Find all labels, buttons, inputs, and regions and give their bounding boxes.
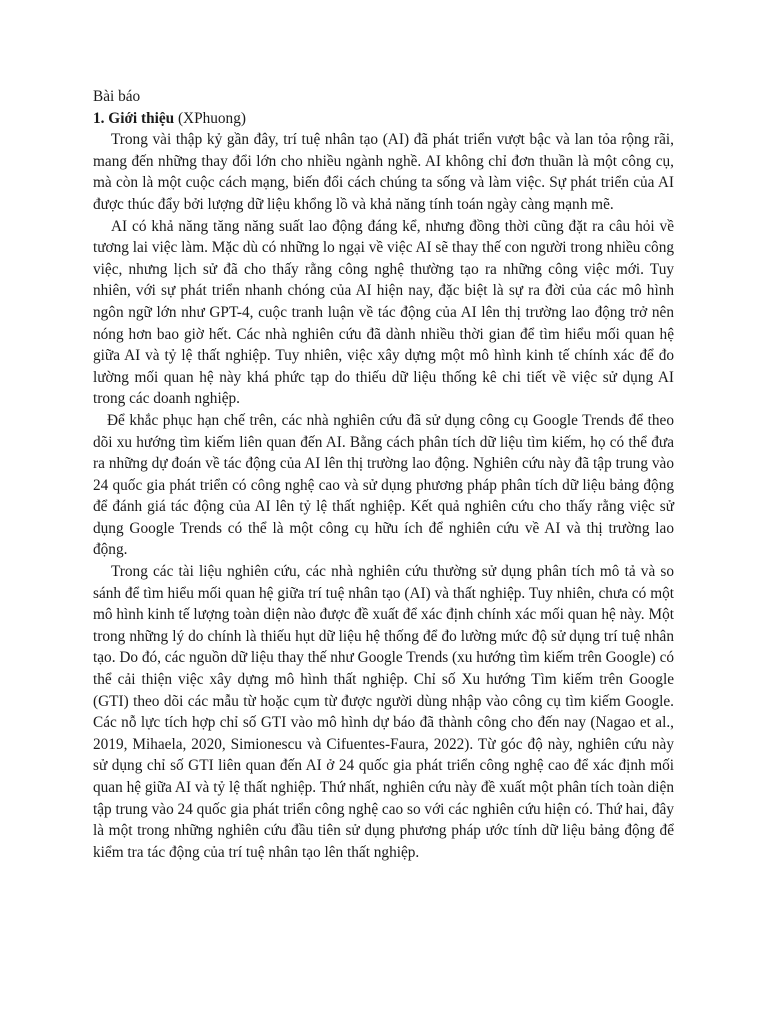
section-title: 1. Giới thiệu — [93, 109, 175, 127]
paragraph: AI có khả năng tăng năng suất lao động đáng kể, nhưng đồng thời cũng đặt ra câu hỏi về tương lai việc làm. Mặc dù có những lo ngại về việc AI sẽ thay thế con người trong nhiều công việc, nhưng lịch sử đã cho thấy rằng công nghệ thường tạo ra những công việc mới. Tuy nhiên, với sự phát triển nhanh chóng của AI hiện nay, đặc biệt là sự ra đời của các mô hình ngôn ngữ lớn như GPT-4, cuộc tranh luận về tác động của AI lên thị trường lao động trở nên nóng hơn bao giờ hết. Các nhà nghiên cứu đã dành nhiều thời gian để tìm hiểu mối quan hệ giữa AI và tỷ lệ thất nghiệp. Tuy nhiên, việc xây dựng một mô hình kinh tế chính xác để đo lường mối quan hệ này khá phức tạp do thiếu dữ liệu thống kê chi tiết về việc sử dụng AI trong các doanh nghiệp. — [93, 217, 674, 408]
section-author-note: (XPhuong) — [174, 109, 246, 127]
section-heading — [93, 108, 674, 130]
document-type-label: Bài báo — [93, 88, 141, 105]
paragraph: Trong vài thập kỷ gần đây, trí tuệ nhân tạo (AI) đã phát triển vượt bậc và lan tỏa rộng rãi, mang đến những thay đổi lớn cho nhiều ngành nghề. AI không chỉ đơn thuần là một công cụ, mà còn là một cuộc cách mạng, biến đổi cách chúng ta sống và làm việc. Sự phát triển của AI được thúc đẩy bởi lượng dữ liệu khổng lồ và khả năng tính toán ngày càng mạnh mẽ. — [93, 131, 674, 213]
document-page — [93, 86, 674, 863]
paragraph: Trong các tài liệu nghiên cứu, các nhà nghiên cứu thường sử dụng phân tích mô tả và so sánh để tìm hiểu mối quan hệ giữa trí tuệ nhân tạo (AI) và thất nghiệp. Tuy nhiên, chưa có một mô hình kinh tế lượng toàn diện nào được đề xuất để xác định chính xác mối quan hệ này. Một trong những lý do chính là thiếu hụt dữ liệu hệ thống để đo lường mức độ sử dụng trí tuệ nhân tạo. Do đó, các nguồn dữ liệu thay thế như Google Trends (xu hướng tìm kiếm trên Google) có thể cải thiện việc xây dựng mô hình thất nghiệp. Chỉ số Xu hướng Tìm kiếm trên Google (GTI) theo dõi các mẫu từ hoặc cụm từ được người dùng nhập vào công cụ tìm kiếm Google. Các nỗ lực tích hợp chỉ số GTI vào mô hình dự báo đã thành công cho đến nay (Nagao et al., 2019, Mihaela, 2020, Simionescu và Cifuentes-Faura, 2022). Từ góc độ này, nghiên cứu này sử dụng chỉ số GTI liên quan đến AI ở 24 quốc gia phát triển công nghệ cao để xác định mối quan hệ giữa AI và tỷ lệ thất nghiệp. Thứ nhất, nghiên cứu này đề xuất một phân tích toàn diện tập trung vào 24 quốc gia phát triển công nghệ cao so với các nghiên cứu hiện có. Thứ hai, đây là một trong những nghiên cứu đầu tiên sử dụng phương pháp ước tính dữ liệu bảng động để kiểm tra tác động của trí tuệ nhân tạo lên thất nghiệp. — [93, 563, 675, 861]
paragraph: Để khắc phục hạn chế trên, các nhà nghiên cứu đã sử dụng công cụ Google Trends để theo dõi xu hướng tìm kiếm liên quan đến AI. Bằng cách phân tích dữ liệu tìm kiếm, họ có thể đưa ra những dự đoán về tác động của AI lên thị trường lao động. Nghiên cứu này đã tập trung vào 24 quốc gia phát triển có công nghệ cao và sử dụng phương pháp phân tích dữ liệu bảng động để đánh giá tác động của AI lên tỷ lệ thất nghiệp. Kết quả nghiên cứu cho thấy rằng việc sử dụng Google Trends có thể là một công cụ hữu ích để nghiên cứu về AI và thị trường lao động. — [93, 411, 674, 559]
